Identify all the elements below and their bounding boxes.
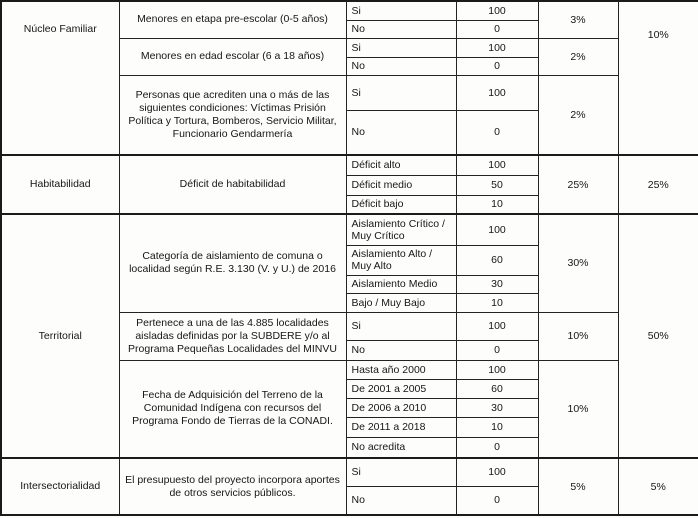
criteria-cell: Pertenece a una de las 4.885 localidades aisladas definidas por la SUBDERE y/o al Programa Pequeñas Localidades del MINVU [119, 312, 346, 360]
weight-cell: 2% [538, 75, 618, 155]
score-cell: 30 [456, 398, 538, 417]
criteria-cell: Menores en etapa pre-escolar (0-5 años) [119, 1, 346, 38]
criteria-cell: El presupuesto del proyecto incorpora aportes de otros servicios públicos. [119, 458, 346, 515]
score-cell: 0 [456, 20, 538, 38]
score-cell: 100 [456, 1, 538, 20]
option-cell: De 2006 a 2010 [346, 398, 456, 417]
option-cell: Déficit bajo [346, 195, 456, 214]
option-cell: Déficit alto [346, 155, 456, 175]
criteria-cell: Déficit de habitabilidad [119, 155, 346, 214]
score-cell: 100 [456, 75, 538, 110]
score-cell: 100 [456, 458, 538, 486]
table-row [1, 214, 698, 245]
weight-cell: 10% [538, 312, 618, 360]
score-cell: 0 [456, 437, 538, 458]
section-total-cell: 50% [618, 214, 698, 458]
option-cell: Si [346, 38, 456, 57]
option-cell: No [346, 340, 456, 360]
section-total-cell: 25% [618, 155, 698, 214]
section-total-cell: 10% [618, 1, 698, 155]
score-cell: 60 [456, 379, 538, 398]
option-cell: Aislamiento Medio [346, 275, 456, 293]
option-cell: No [346, 20, 456, 38]
option-cell: Si [346, 75, 456, 110]
category-cell: Habitabilidad [1, 155, 119, 214]
weight-cell: 10% [538, 360, 618, 458]
score-cell: 10 [456, 195, 538, 214]
section-total-cell: 5% [618, 458, 698, 515]
score-cell: 30 [456, 275, 538, 293]
option-cell: De 2011 a 2018 [346, 417, 456, 437]
table-row [1, 1, 698, 20]
option-cell: Hasta año 2000 [346, 360, 456, 379]
option-cell: No [346, 110, 456, 155]
criteria-cell: Menores en edad escolar (6 a 18 años) [119, 38, 346, 75]
score-cell: 100 [456, 38, 538, 57]
score-cell: 0 [456, 340, 538, 360]
criteria-cell: Categoría de aislamiento de comuna o localidad según R.E. 3.130 (V. y U.) de 2016 [119, 214, 346, 312]
weight-cell: 5% [538, 458, 618, 515]
score-cell: 50 [456, 175, 538, 195]
score-cell: 0 [456, 57, 538, 75]
option-cell: No [346, 486, 456, 515]
option-cell: Aislamiento Crítico / Muy Crítico [346, 214, 456, 245]
score-cell: 100 [456, 155, 538, 175]
option-cell: Aislamiento Alto / Muy Alto [346, 245, 456, 275]
option-cell: Bajo / Muy Bajo [346, 293, 456, 312]
option-cell: De 2001 a 2005 [346, 379, 456, 398]
option-cell: No [346, 57, 456, 75]
score-cell: 10 [456, 293, 538, 312]
weight-cell: 3% [538, 1, 618, 38]
score-cell: 0 [456, 486, 538, 515]
score-cell: 100 [456, 312, 538, 340]
option-cell: Déficit medio [346, 175, 456, 195]
weight-cell: 25% [538, 155, 618, 214]
criteria-cell: Personas que acrediten una o más de las siguientes condiciones: Víctimas Prisión Política y Tortura, Bomberos, Servicio Militar, Funcionario Gendarmería [119, 75, 346, 155]
weight-cell: 30% [538, 214, 618, 312]
category-cell: Intersectorialidad [1, 458, 119, 515]
weight-cell: 2% [538, 38, 618, 75]
score-cell: 0 [456, 110, 538, 155]
score-cell: 100 [456, 360, 538, 379]
score-cell: 10 [456, 417, 538, 437]
option-cell: Si [346, 458, 456, 486]
table-row [1, 458, 698, 486]
table-row [1, 155, 698, 175]
option-cell: Si [346, 1, 456, 20]
criteria-cell: Fecha de Adquisición del Terreno de la Comunidad Indígena con recursos del Programa Fondo de Tierras de la CONADI. [119, 360, 346, 458]
score-cell: 100 [456, 214, 538, 245]
category-cell: Núcleo Familiar [1, 1, 119, 155]
score-cell: 60 [456, 245, 538, 275]
option-cell: No acredita [346, 437, 456, 458]
category-cell: Territorial [1, 214, 119, 458]
option-cell: Si [346, 312, 456, 340]
